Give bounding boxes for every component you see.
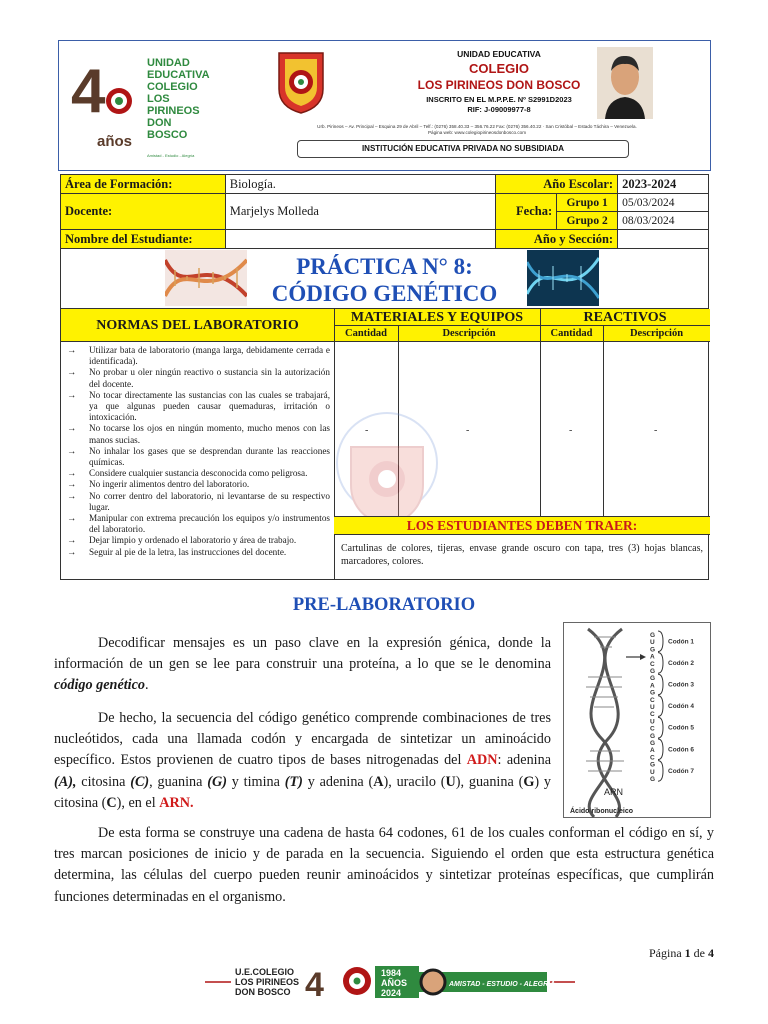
codon-brace [658, 696, 663, 717]
logo-motto: Amistad - Estudio - Alegría [147, 153, 195, 158]
rules-heading: NORMAS DEL LABORATORIO [61, 309, 334, 342]
section-label: Año y Sección: [496, 230, 618, 249]
figure-caption: Ácido ribonucleico [570, 808, 634, 815]
materials-quantity-col: Cantidad [334, 326, 398, 342]
info-table [60, 174, 709, 249]
school-header [58, 40, 711, 171]
school-name: LOS PIRINEOS DON BOSCO [417, 78, 581, 92]
codon-label: Codón 6 [668, 746, 694, 754]
arrow-icon: → [67, 546, 77, 557]
registration: INSCRITO EN EL M.P.P.E. Nº S2991D2023 [426, 95, 572, 104]
pre-lab-paragraph-2: De hecho, la secuencia del código genético comprende combinaciones de tres nucleótidos, cada una llamada codón y encargada de sintetizar un aminoácido específico. Estos provienen de cuatro tipos de bases nitrogenadas del ADN: adenina (A), citosina (C), guanina (G) y timina (T) y adenina (A), uracilo (U), guanina (G) y citosina (C), en el ARN. [54, 710, 551, 811]
reagents-description-empty: - [654, 425, 658, 436]
list-item: → No correr dentro del laboratorio, ni levantarse de su respectivo lugar. [67, 490, 330, 512]
area-label: Área de Formación: [61, 175, 226, 194]
arrow-icon: → [67, 445, 77, 456]
nucleotide-label: G [650, 646, 656, 654]
footer-year-2: 2024 [381, 988, 402, 998]
nucleotide-label: A [650, 682, 655, 690]
nucleotide-label: G [650, 668, 656, 675]
divider [540, 309, 541, 516]
arrow-icon: → [67, 367, 77, 378]
codon-label: Codón 4 [668, 703, 694, 711]
nucleotide-label: G [650, 675, 656, 683]
pre-lab-title: PRE-LABORATORIO [292, 595, 476, 615]
rif: RIF: J-09009977-8 [467, 105, 531, 114]
practice-title: PRÁCTICA N° 8: CÓDIGO GENÉTICO [271, 254, 498, 306]
anniversary-number: 4 [71, 57, 104, 126]
group1-label: Grupo 1 [557, 194, 618, 212]
divider [603, 326, 604, 516]
year-label: Año Escolar: [496, 175, 618, 194]
nucleotide-label: A [650, 747, 655, 755]
footer-years-word: AÑOS [381, 978, 408, 988]
materials-heading: MATERIALES Y EQUIPOS [334, 309, 540, 326]
codon-brace [658, 761, 663, 782]
codon-figure [563, 622, 711, 818]
arrow-icon: → [67, 389, 77, 400]
arrow-icon: → [67, 345, 77, 355]
area-value: Biología. [225, 175, 495, 194]
bring-heading: LOS ESTUDIANTES DEBEN TRAER: [334, 516, 710, 535]
teacher-label: Docente: [61, 194, 226, 230]
reagents-heading: REACTIVOS [540, 309, 710, 326]
reagents-description-col: Descripción [603, 326, 710, 342]
nucleotide-label: C [650, 725, 655, 733]
header-line-1: UNIDAD EDUCATIVA [457, 49, 541, 59]
footer-brand-3: DON BOSCO [235, 987, 291, 997]
header-line-2: COLEGIO [469, 61, 529, 76]
anniversary-logo [71, 51, 241, 161]
list-item: → Utilizar bata de laboratorio (manga larga, debidamente cerrada e identificada). [67, 345, 330, 367]
reagents-quantity-col: Cantidad [540, 326, 603, 342]
pre-lab-paragraph-1: Decodificar mensajes es un paso clave en la expresión génica, donde la información de un gen se lee para construir una proteína, a lo que se le denomina código genético. [54, 635, 551, 694]
nucleotide-label: G [650, 632, 656, 639]
codon-brace [658, 739, 663, 760]
arrow-icon: → [67, 535, 77, 546]
codon-label: Codón 2 [668, 659, 694, 667]
arrow-icon: → [67, 513, 77, 524]
school-watermark-icon [329, 407, 445, 533]
nucleotide-label: G [650, 732, 656, 740]
arrow-icon: → [67, 468, 77, 479]
footer-big-4: 4 [305, 966, 324, 1000]
reagents-quantity-empty: - [569, 425, 573, 436]
group2-label: Grupo 2 [557, 212, 618, 230]
nucleotide-label: G [650, 776, 656, 783]
nucleotide-label: U [650, 768, 655, 776]
list-item: → Manipular con extrema precaución los equipos y/o instrumentos del laboratorio. [67, 513, 330, 535]
list-item: → Considere cualquier sustancia desconocida como peligrosa. [67, 468, 308, 479]
footer-brand-1: U.E.COLEGIO [235, 967, 295, 977]
footer-motto: AMISTAD - ESTUDIO - ALEGRÍA [449, 981, 556, 988]
footer-banner [205, 964, 575, 1000]
footer-portrait-icon [421, 970, 445, 994]
nucleotide-label: C [650, 754, 655, 762]
footer-brand-2: LOS PIRINEOS [235, 977, 300, 987]
codon-label: Codón 3 [668, 681, 694, 689]
nucleotide-label: G [650, 689, 656, 697]
nucleotide-label: U [650, 704, 655, 711]
nucleotide-label: C [650, 696, 655, 704]
nucleotide-label: C [650, 711, 655, 719]
bring-list: Cartulinas de colores, tijeras, envase grande oscuro con tapa, tres (3) hojas blancas, marcadores, colores. [341, 543, 703, 567]
list-item: → No tocar directamente las sustancias con las cuales se trabajará, ya que algunas pueden causar quemaduras, irritación o intoxicación. [67, 389, 330, 423]
codon-brace [658, 717, 663, 738]
page-number: Página 1 de 4 [649, 946, 714, 960]
nucleotide-label: G [650, 761, 656, 769]
arrow-icon: → [67, 479, 77, 490]
arn-label: ARN [604, 787, 624, 797]
pre-lab-paragraph-3: De esta forma se construye una cadena de hasta 64 codones, 61 de los cuales conforman el código en sí, y tres marcan posiciones de inicio y de parada en la secuencia. Siguiendo el orden que esta estructura genética determina, las células del cuerpo pueden reunir aminoácidos y sintetizar proteínas específicas, que cumplirán funciones determinadas en el organismo. [54, 825, 714, 905]
year-value: 2023-2024 [618, 175, 709, 194]
section-field[interactable] [618, 230, 709, 249]
arrow-icon: → [67, 490, 77, 501]
student-name-field[interactable] [225, 230, 495, 249]
list-item: → No tocarse los ojos en ningún momento, mucho menos con las manos sucias. [67, 423, 330, 445]
arrow-icon: → [67, 423, 77, 434]
materials-description-empty: - [466, 425, 470, 436]
codon-label: Codón 1 [668, 638, 694, 646]
materials-quantity-empty: - [365, 425, 369, 436]
list-item: → No inhalar los gases que se desprendan durante las reacciones químicas. [67, 445, 330, 468]
nucleotide-label: A [650, 653, 655, 661]
codon-label: Codón 5 [668, 724, 694, 732]
school-emblem-icon [105, 87, 133, 115]
practice-title-band [60, 249, 709, 309]
lab-grid [60, 309, 709, 580]
codon-brace [658, 631, 663, 652]
materials-description-col: Descripción [398, 326, 540, 342]
list-item: → Dejar limpio y ordenado el laboratorio y área de trabajo. [67, 535, 297, 546]
codon-brace [658, 653, 663, 674]
anniversary-word: años [97, 133, 133, 150]
list-item: → No probar u oler ningún reactivo o sustancia sin la autorización del docente. [67, 367, 330, 389]
list-item: → No ingerir alimentos dentro del laboratorio. [67, 479, 250, 490]
date-label: Fecha: [496, 194, 557, 230]
footer-year-1: 1984 [381, 968, 402, 978]
nucleotide-label: U [650, 639, 655, 647]
dna-blue-illustration-icon [527, 250, 599, 306]
codon-brace [658, 674, 663, 695]
nucleotide-label: G [650, 740, 656, 747]
codon-label: Codón 7 [668, 767, 694, 775]
group1-date: 05/03/2024 [618, 194, 709, 212]
anniversary-logo-text: UNIDAD EDUCATIVA COLEGIO LOS PIRINEOS DON BOSCO [147, 57, 210, 141]
student-label: Nombre del Estudiante: [61, 230, 226, 249]
group2-date: 08/03/2024 [618, 212, 709, 230]
institution-box: INSTITUCIÓN EDUCATIVA PRIVADA NO SUBSIDIADA [297, 140, 629, 158]
nucleotide-label: U [650, 718, 655, 726]
codon-diagram [564, 623, 712, 819]
list-item: → Seguir al pie de la letra, las instrucciones del docente. [67, 546, 287, 557]
school-address: Urb. Pirineos – Av. Principal – Esquina 29 de Abril – Telf.: (0276) 358.40.33 – 356.76.22 Fax: (0276) 356.40.22 · San Cristóbal – Estado Táchira – Venezuela. Página web: www.colegiopirineosdonbosco.com [317, 124, 637, 135]
teacher-value: Marjelys Molleda [225, 194, 495, 230]
founder-portrait [597, 47, 653, 119]
rules-list [65, 345, 330, 558]
nucleotide-label: C [650, 660, 655, 668]
